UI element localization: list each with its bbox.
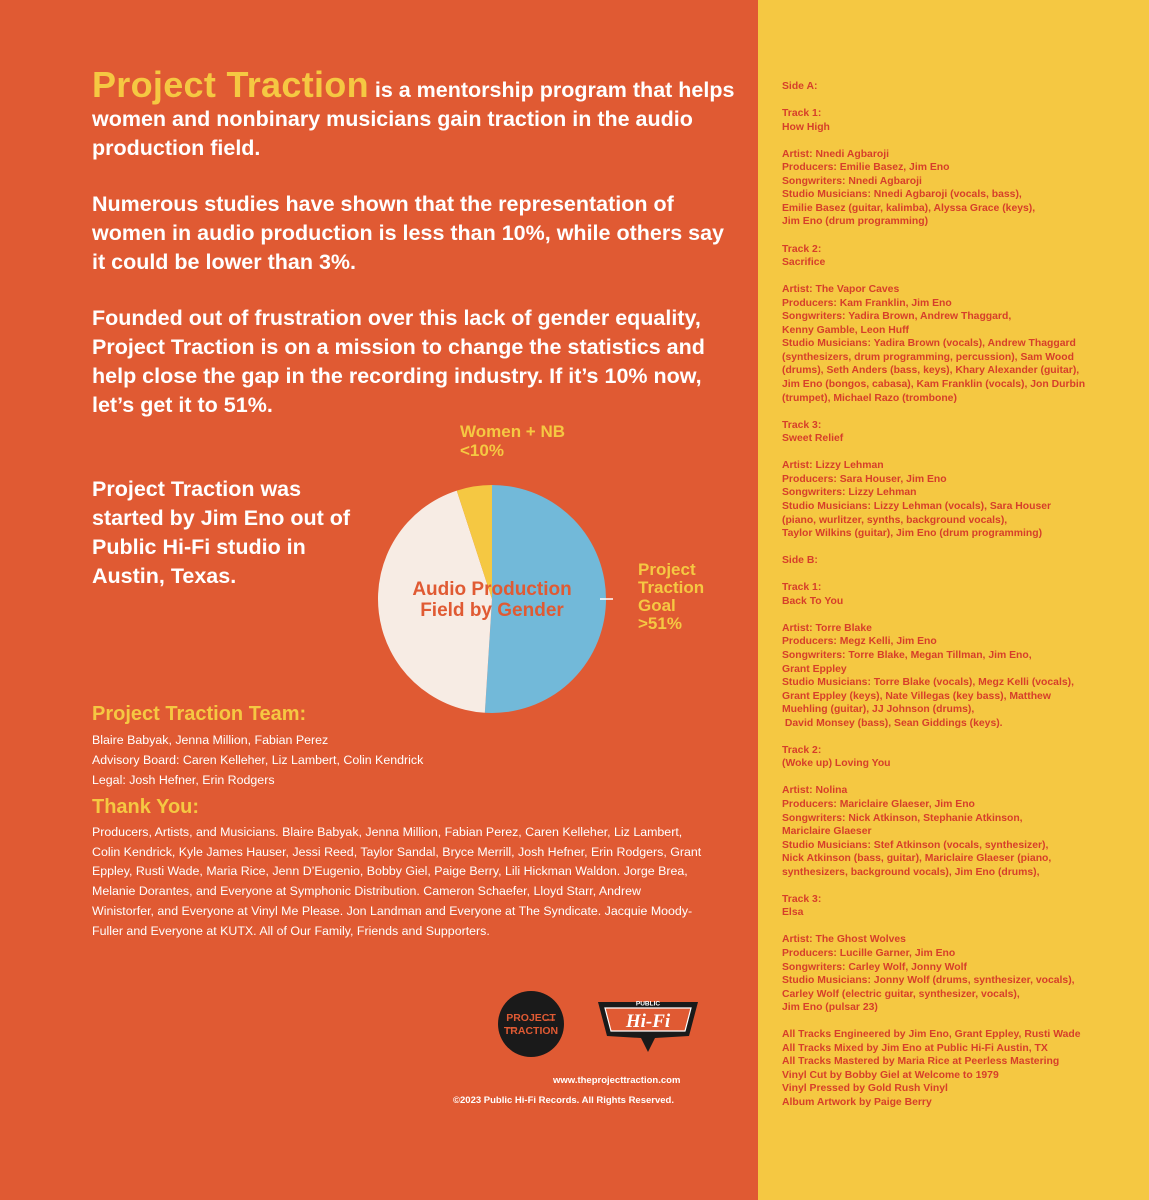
credits-block [782,1028,1122,1109]
credits-line: synthesizers, background vocals), Jim Eno (drums), [782,866,1040,878]
credits-line: Album Artwork by Paige Berry [782,1097,932,1109]
credits-line: Producers: Lucille Garner, Jim Eno [782,948,956,959]
women-label-line-2: <10% [460,441,504,460]
credits-line: Songwriters: Carley Wolf, Jonny Wolf [782,961,967,973]
credits-line: Producers: Kam Franklin, Jim Eno [782,297,952,309]
credits-line: Artist: Torre Blake [782,622,872,634]
intro-p3-a: Founded out of frustration over this lack of gender equality, Project Traction is on a mission to change the statistics and help close the gap in the recording industry. If it’s 10% now, [92,306,705,388]
credits-line: Track 2: [782,243,822,255]
credits-list [782,80,1122,1123]
intro-paragraph-3 [92,304,742,420]
credits-block [782,554,1122,568]
credits-line: Jim Eno (drum programming) [782,216,929,228]
thanks-heading: Thank You: [92,796,200,818]
credits-line: Side A: [782,81,818,92]
intro-paragraph-2: Numerous studies have shown that the representation of women in audio production is less than 10%, while others say it could be lower than 3%. [92,192,724,274]
credits-block [782,80,1122,94]
credits-line: Artist: Nnedi Agbaroji [782,148,889,160]
public-hifi-logo [593,992,703,1058]
credits-line: Songwriters: Nick Atkinson, Stephanie Atkinson, [782,812,1023,824]
credits-line: Studio Musicians: Lizzy Lehman (vocals), Sara Houser [782,500,1052,512]
credits-line: Songwriters: Torre Blake, Megan Tillman, Jim Eno, [782,649,1032,661]
credits-line: Kenny Gamble, Leon Huff [782,324,910,336]
credits-block [782,744,1122,771]
credits-line: Track 2: [782,744,822,756]
credits-line: How High [782,121,830,133]
website-url: www.theprojecttraction.com [553,1075,681,1086]
team-heading: Project Traction Team: [92,703,307,725]
credits-block [782,148,1122,229]
credits-line: (piano, wurlitzer, synths, background vocals), [782,514,1008,526]
team-list [92,730,423,790]
team-line-advisory: Advisory Board: Caren Kelleher, Liz Lambert, Colin Kendrick [92,753,424,767]
credits-block [782,933,1122,1014]
credits-line: Grant Eppley [782,663,847,675]
credits-block [782,784,1122,879]
credits-line: Emilie Basez (guitar, kalimba), Alyssa Grace (keys), [782,202,1036,214]
credits-block [782,107,1122,134]
pie-svg [370,415,750,715]
team-line-legal: Legal: Josh Hefner, Erin Rodgers [92,773,275,787]
thanks-text: Producers, Artists, and Musicians. Blaire Babyak, Jenna Million, Fabian Perez, Caren Kelleher, Liz Lambert, Colin Kendrick, Kyle James Hauser, Jessi Reed, Taylor Sandal, Bryce Merrill, Josh Hefner, Erin Rodgers, Grant Eppley, Rusti Wade, Maria Rice, Jenn D’Eugenio, Bobby Giel, Paige Berry, Lili Hickman Waldon. Jorge Brea, Melanie Dorantes, and Everyone at Symphonic Distribution. Cameron Schaefer, Lloyd Starr, Andrew Winistorfer, and Everyone at Vinyl Me Please. Jon Landman and Everyone at The Syndicate. Jacquie Moody-Fuller and Everyone at KUTX. All of Our Family, Friends and Supporters. [92,825,702,938]
intro-p3-b: let’s get it to 51%. [92,393,273,417]
credits-line: Back To You [782,595,844,607]
women-label-line-1: Women + NB [460,422,566,441]
credits-block [782,419,1122,446]
credits-line: Carley Wolf (electric guitar, synthesizer, vocals), [782,988,1020,1000]
credits-line: David Monsey (bass), Sean Giddings (keys). [782,717,1003,729]
brand-title: Project Traction [92,64,369,105]
credits-line: Track 3: [782,893,822,905]
intro-p1-rest: is a mentorship program that helps women and nonbinary musicians gain traction in the audio production field. [92,78,735,160]
chart-title-line-1: Audio Production [412,579,572,600]
hifi-logo-main: Hi-Fi [625,1011,671,1032]
credits-line: Artist: Lizzy Lehman [782,460,884,472]
credits-line: Muehling (guitar), JJ Johnson (drums), [782,704,975,716]
credits-line: (synthesizers, drum programming, percussion), Sam Wood [782,351,1074,363]
credits-line: Taylor Wilkins (guitar), Jim Eno (drum programming) [782,528,1043,540]
credits-line: Jim Eno (bongos, cabasa), Kam Franklin (vocals), Jon Durbin [782,379,1086,391]
credits-line: All Tracks Mixed by Jim Eno at Public Hi-Fi Austin, TX [782,1042,1048,1054]
credits-line: Artist: The Vapor Caves [782,284,900,296]
credits-line: Studio Musicians: Yadira Brown (vocals), Andrew Thaggard [782,338,1076,350]
credits-line: Track 1: [782,108,822,120]
credits-line: All Tracks Engineered by Jim Eno, Grant Eppley, Rusti Wade [782,1029,1081,1041]
credits-line: Sacrifice [782,257,826,269]
gender-pie-chart [370,415,750,715]
copyright: ©2023 Public Hi-Fi Records. All Rights Reserved. [453,1095,674,1106]
pt-logo-line-2: TRACTION [503,1025,559,1037]
pt-logo-line-1: PROJECT [506,1012,556,1024]
credits-line: All Tracks Mastered by Maria Rice at Peerless Mastering [782,1056,1060,1068]
credits-block [782,459,1122,540]
project-traction-logo [497,990,565,1058]
credits-line: Songwriters: Lizzy Lehman [782,487,917,499]
credits-line: Studio Musicians: Jonny Wolf (drums, synthesizer, vocals), [782,975,1075,987]
chart-title-line-2: Field by Gender [420,600,564,621]
goal-label-line-3: Goal [638,596,676,615]
credits-line: Jim Eno (pulsar 23) [782,1002,878,1014]
goal-label-line-1: Project [638,560,696,579]
credits-line: Producers: Mariclaire Glaeser, Jim Eno [782,798,975,810]
team-line-members: Blaire Babyak, Jenna Million, Fabian Perez [92,733,329,747]
credits-line: Vinyl Pressed by Gold Rush Vinyl [782,1083,948,1095]
intro-paragraph-1 [92,64,742,163]
credits-block [782,893,1122,920]
credits-line: Artist: The Ghost Wolves [782,934,906,946]
credits-block [782,243,1122,270]
credits-line: (trumpet), Michael Razo (trombone) [782,392,957,404]
credits-line: Grant Eppley (keys), Nate Villegas (key bass), Matthew [782,690,1051,702]
credits-block [782,622,1122,730]
credits-line: Mariclaire Glaeser [782,826,872,838]
credits-line: Studio Musicians: Stef Atkinson (vocals, synthesizer), [782,839,1049,851]
credits-line: Songwriters: Nnedi Agbaroji [782,175,922,187]
credits-line: Track 1: [782,582,822,594]
intro-text [92,64,742,447]
credits-block [782,581,1122,608]
hifi-logo-top: PUBLIC [635,1000,661,1008]
credits-line: Sweet Relief [782,433,844,445]
credits-line: Producers: Sara Houser, Jim Eno [782,473,947,485]
credits-line: (drums), Seth Anders (bass, keys), Khary Alexander (guitar), [782,365,1080,377]
goal-label-line-2: Traction [638,578,705,597]
credits-line: Elsa [782,907,804,919]
credits-line: Nick Atkinson (bass, guitar), Mariclaire Glaeser (piano, [782,853,1052,865]
credits-line: Studio Musicians: Nnedi Agbaroji (vocals, bass), [782,189,1022,201]
credits-line: Producers: Emilie Basez, Jim Eno [782,162,950,174]
credits-line: Track 3: [782,419,822,431]
credits-line: Vinyl Cut by Bobby Giel at Welcome to 1979 [782,1069,999,1081]
credits-line: Side B: [782,555,818,567]
credits-block [782,283,1122,405]
founder-paragraph: Project Traction was started by Jim Eno out of Public Hi-Fi studio in Austin, Texas. [92,477,351,588]
credits-line: Producers: Megz Kelli, Jim Eno [782,636,937,648]
credits-line: Studio Musicians: Torre Blake (vocals), Megz Kelli (vocals), [782,677,1074,689]
credits-line: Songwriters: Yadira Brown, Andrew Thaggard, [782,311,1012,323]
goal-label-line-4: >51% [638,614,682,633]
credits-line: (Woke up) Loving You [782,758,891,770]
credits-line: Artist: Nolina [782,785,848,797]
